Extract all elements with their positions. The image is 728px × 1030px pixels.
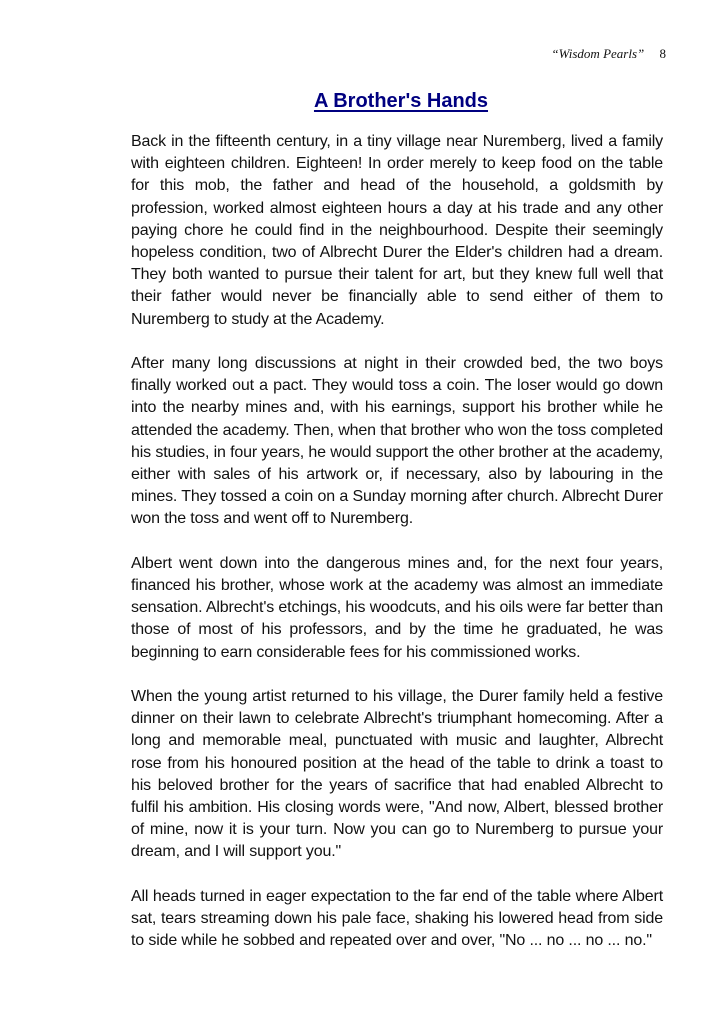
story-title [0,90,728,113]
story-body [131,131,663,975]
page-number: 8 [659,46,666,61]
running-header [551,46,666,62]
paragraph: After many long discussions at night in their crowded bed, the two boys finally worked out a pact. They would toss a coin. The loser would go down into the nearby mines and, with his earnings, support his brother while he attended the academy. Then, when that brother who won the toss completed his studies, in four years, he would support the other brother at the academy, either with sales of his artwork or, if necessary, also by labouring in the mines. They tossed a coin on a Sunday morning after church. Albrecht Durer won the toss and went off to Nuremberg. [131,355,663,528]
paragraph: All heads turned in eager expectation to the far end of the table where Albert sat, tears streaming down his pale face, shaking his lowered head from side to side while he sobbed and repeated over and over, "No ... no ... no ... no." [131,887,663,950]
paragraph: When the young artist returned to his village, the Durer family held a festive dinner on their lawn to celebrate Albrecht's triumphant homecoming. After a long and memorable meal, punctuated with music and laughter, Albrecht rose from his honoured position at the head of the table to drink a toast to his beloved brother for the years of sacrifice that had enabled Albrecht to fulfil his ambition. His closing words were, "And now, Albert, blessed brother of mine, now it is your turn. Now you can go to Nuremberg to pursue your dream, and I will support you." [131,688,663,861]
paragraph: Back in the fifteenth century, in a tiny village near Nuremberg, lived a family with eighteen children. Eighteen! In order merely to keep food on the table for this mob, the father and head of the household, a goldsmith by profession, worked almost eighteen hours a day at his trade and any other paying chore he could find in the neighbourhood. Despite their seemingly hopeless condition, two of Albrecht Durer the Elder's children had a dream. They both wanted to pursue their talent for art, but they knew full well that their father would never be financially able to send either of them to Nuremberg to study at the Academy. [131,133,663,328]
book-title: “Wisdom Pearls” [551,46,645,61]
paragraph: Albert went down into the dangerous mines and, for the next four years, financed his brother, whose work at the academy was almost an immediate sensation. Albrecht's etchings, his woodcuts, and his oils were far better than those of most of his professors, and by the time he graduated, he was beginning to earn considerable fees for his commissioned works. [131,554,663,661]
story-title-text: A Brother's Hands [313,90,489,112]
